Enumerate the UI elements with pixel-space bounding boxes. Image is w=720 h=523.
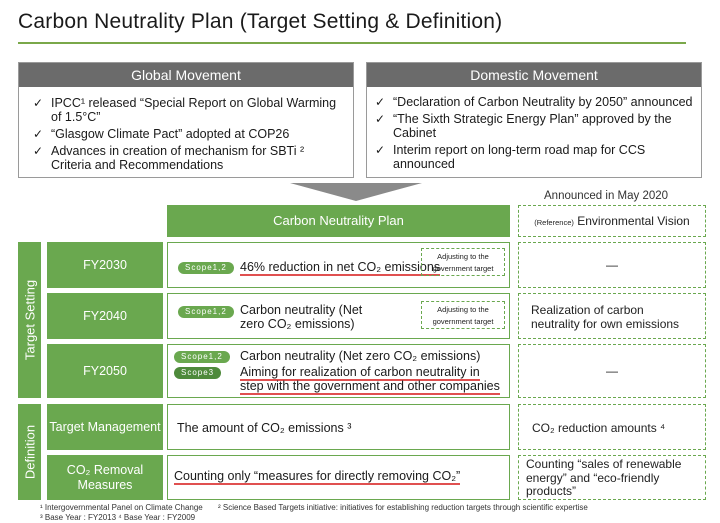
list-item: ✓ IPCC¹ released “Special Report on Global Warming of 1.5°C” xyxy=(33,96,337,124)
check-icon: ✓ xyxy=(33,144,44,158)
list-item: ✓ “The Sixth Strategic Energy Plan” approved by the Cabinet xyxy=(375,112,672,140)
fy2050-scope3-text: Aiming for realization of carbon neutrality in step with the government and other companies xyxy=(240,365,500,393)
env-vision-title: Environmental Vision xyxy=(577,214,690,228)
definition-sidebar xyxy=(18,404,41,500)
adjust-note: Adjusting to the government target xyxy=(421,301,505,329)
target-management-text: The amount of CO₂ emissions ³ xyxy=(177,421,352,435)
footnote-3: ³ Base Year : FY2013 ⁴ Base Year : FY2009 xyxy=(40,513,196,522)
env-cell-fy2050: — xyxy=(518,344,706,398)
target-setting-sidebar xyxy=(18,242,41,398)
co2-removal-text: Counting only “measures for directly removing CO₂” xyxy=(174,469,461,483)
page-title: Carbon Neutrality Plan (Target Setting & Definition) xyxy=(18,10,503,33)
global-movement-list xyxy=(19,87,353,172)
fy2030-target-text: 46% reduction in net CO₂ emissions xyxy=(240,260,441,274)
domestic-movement-list xyxy=(367,87,701,171)
definition-label: Definition xyxy=(22,424,37,480)
scope12-badge: Scope1,2 xyxy=(178,262,234,274)
cell-target-management xyxy=(167,404,510,450)
list-item: ✓ Interim report on long-term road map for CCS announced xyxy=(375,143,646,171)
down-arrow-icon xyxy=(290,183,422,201)
scope3-badge: Scope3 xyxy=(174,367,221,379)
domestic-movement-panel xyxy=(366,62,702,178)
env-cell-co2-removal: Counting “sales of renewable energy” and “eco-friendly products” xyxy=(518,455,706,500)
row-head-fy2040: FY2040 xyxy=(47,293,163,339)
scope12-badge: Scope1,2 xyxy=(174,351,230,363)
fy2040-target-text: Carbon neutrality (Net zero CO₂ emissions) xyxy=(240,303,363,331)
fy2050-target-text: Carbon neutrality (Net zero CO₂ emissions) xyxy=(240,349,481,363)
env-cell-fy2040: Realization of carbon neutrality for own emissions xyxy=(518,293,706,339)
footnote-1: ¹ Intergovernmental Panel on Climate Change xyxy=(40,503,203,512)
global-movement-heading: Global Movement xyxy=(19,63,353,87)
row-head-fy2030: FY2030 xyxy=(47,242,163,288)
footnote-2: ² Science Based Targets initiative: initiatives for establishing reduction targets through scientific expertise xyxy=(218,503,588,512)
list-item: ✓ “Declaration of Carbon Neutrality by 2050” announced xyxy=(375,95,693,109)
cell-fy2040 xyxy=(167,293,510,339)
announced-note: Announced in May 2020 xyxy=(544,190,669,202)
cell-co2-removal xyxy=(167,455,510,500)
check-icon: ✓ xyxy=(33,96,44,110)
row-head-target-management: Target Management xyxy=(47,404,163,450)
global-movement-panel xyxy=(18,62,354,178)
domestic-movement-heading: Domestic Movement xyxy=(367,63,701,87)
cell-fy2050 xyxy=(167,344,510,398)
env-cell-fy2030: — xyxy=(518,242,706,288)
target-setting-label: Target Setting xyxy=(22,279,37,361)
adjust-note: Adjusting to the government target xyxy=(421,248,505,276)
scope12-badge: Scope1,2 xyxy=(178,306,234,318)
list-item: ✓ Advances in creation of mechanism for SBTi ² Criteria and Recommendations xyxy=(33,144,305,172)
check-icon: ✓ xyxy=(375,143,386,157)
check-icon: ✓ xyxy=(33,127,44,141)
list-item: ✓ “Glasgow Climate Pact” adopted at COP26 xyxy=(33,127,290,141)
env-vision-column-heading xyxy=(518,205,706,237)
row-head-fy2050: FY2050 xyxy=(47,344,163,398)
check-icon: ✓ xyxy=(375,112,386,126)
cell-fy2030 xyxy=(167,242,510,288)
reference-tag: (Reference) xyxy=(534,218,574,227)
check-icon: ✓ xyxy=(375,95,386,109)
title-rule xyxy=(18,42,686,44)
row-head-co2-removal: CO₂ Removal Measures xyxy=(47,455,163,500)
env-cell-target-management: CO₂ reduction amounts ⁴ xyxy=(518,404,706,450)
plan-column-heading: Carbon Neutrality Plan xyxy=(167,205,510,237)
